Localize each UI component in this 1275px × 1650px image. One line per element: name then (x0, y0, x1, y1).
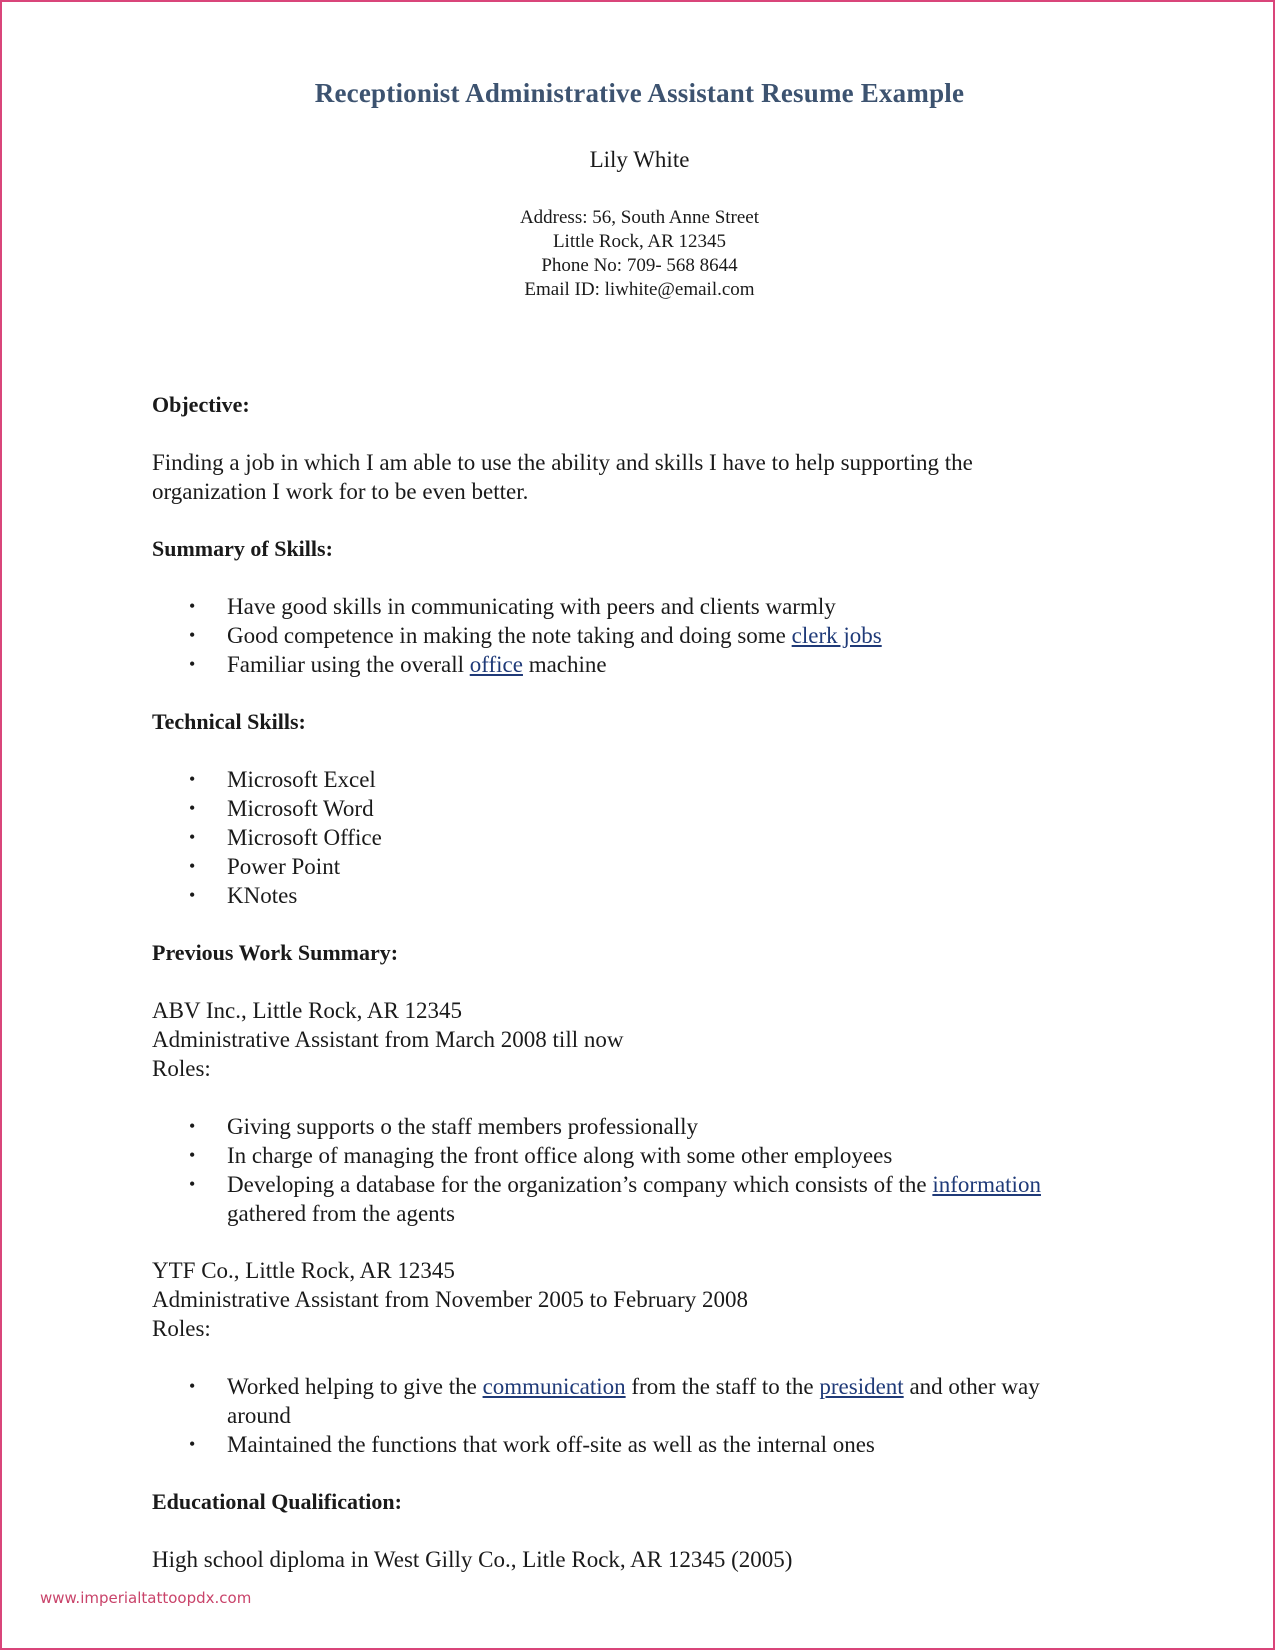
bullet-icon: • (189, 625, 196, 645)
resume-body (152, 390, 1152, 1574)
list-item (152, 852, 1152, 881)
job1-role-1: Giving supports o the staff members professionally (227, 1114, 699, 1139)
summary-item-2-text: Good competence in making the note taking and doing some (227, 623, 792, 648)
job2-roles-label: Roles: (152, 1316, 211, 1341)
job2-role-1-line2: around (227, 1403, 291, 1428)
job1-role-3-line2: gathered from the agents (227, 1201, 455, 1226)
candidate-name: Lily White (589, 147, 690, 172)
contact-address: Address: 56, South Anne Street (519, 207, 760, 228)
bullet-icon: • (189, 827, 196, 847)
contact-city: Little Rock, AR 12345 (552, 231, 727, 252)
job2-role-1-mid: from the staff to the (625, 1374, 820, 1399)
job1-role-3-text: Developing a database for the organization’s company which consists of the (227, 1172, 933, 1197)
job1-roles-label: Roles: (152, 1056, 211, 1081)
president-link[interactable]: president (819, 1374, 904, 1399)
list-item (152, 592, 1152, 621)
job2-role-2: Maintained the functions that work off-site as well as the internal ones (227, 1432, 875, 1457)
summary-item-3-text: Familiar using the overall (227, 652, 470, 677)
contact-block (2, 206, 1275, 302)
objective-line-1: Finding a job in which I am able to use the ability and skills I have to help supporting the (152, 450, 973, 475)
bullet-icon: • (189, 1434, 196, 1454)
watermark-url: www.imperialtattoopdx.com (40, 1589, 252, 1607)
technical-item: Power Point (227, 854, 341, 879)
list-item (152, 794, 1152, 823)
list-item (152, 881, 1152, 910)
technical-heading: Technical Skills: (152, 709, 306, 734)
bullet-icon: • (189, 769, 196, 789)
list-item (152, 1141, 1152, 1170)
education-line: High school diploma in West Gilly Co., Litle Rock, AR 12345 (2005) (152, 1547, 793, 1572)
bullet-icon: • (189, 596, 196, 616)
technical-item: KNotes (227, 883, 298, 908)
bullet-icon: • (189, 856, 196, 876)
list-item (152, 621, 1152, 650)
list-item (152, 1430, 1152, 1459)
bullet-icon: • (189, 1376, 196, 1396)
job2-roles-list (152, 1372, 1152, 1459)
objective-heading: Objective: (152, 392, 250, 417)
job1-roles-list (152, 1112, 1152, 1228)
summary-item-3-tail: machine (522, 652, 607, 677)
job1-role-2: In charge of managing the front office along with some other employees (227, 1143, 893, 1168)
job1-position: Administrative Assistant from March 2008 till now (152, 1027, 624, 1052)
list-item (152, 1372, 1152, 1430)
information-link[interactable]: information (932, 1172, 1041, 1197)
bullet-icon: • (189, 654, 196, 674)
job2-company: YTF Co., Little Rock, AR 12345 (152, 1258, 455, 1283)
technical-list (152, 765, 1152, 910)
clerk-jobs-link[interactable]: clerk jobs (791, 623, 882, 648)
bullet-icon: • (189, 1116, 196, 1136)
list-item (152, 765, 1152, 794)
bullet-icon: • (189, 1174, 196, 1194)
education-heading: Educational Qualification: (152, 1489, 402, 1514)
job2-role-1-tail: and other way (903, 1374, 1040, 1399)
job2-position: Administrative Assistant from November 2005 to February 2008 (152, 1287, 749, 1312)
summary-item-1: Have good skills in communicating with peers and clients warmly (227, 594, 836, 619)
communication-link[interactable]: communication (482, 1374, 626, 1399)
objective-line-2: organization I work for to be even better. (152, 479, 529, 504)
technical-item: Microsoft Word (227, 796, 374, 821)
summary-heading: Summary of Skills: (152, 536, 333, 561)
contact-email: Email ID: liwhite@email.com (524, 279, 755, 300)
bullet-icon: • (189, 885, 196, 905)
technical-item: Microsoft Office (227, 825, 382, 850)
list-item (152, 1170, 1152, 1228)
technical-item: Microsoft Excel (227, 767, 376, 792)
list-item (152, 1112, 1152, 1141)
document-title: Receptionist Administrative Assistant Resume Example (314, 78, 965, 108)
job1-company: ABV Inc., Little Rock, AR 12345 (152, 998, 463, 1023)
contact-phone: Phone No: 709- 568 8644 (541, 255, 738, 276)
office-link[interactable]: office (469, 652, 523, 677)
bullet-icon: • (189, 1145, 196, 1165)
summary-list (152, 592, 1152, 679)
job2-role-1-text: Worked helping to give the (227, 1374, 483, 1399)
bullet-icon: • (189, 798, 196, 818)
list-item (152, 823, 1152, 852)
list-item (152, 650, 1152, 679)
work-heading: Previous Work Summary: (152, 940, 399, 965)
